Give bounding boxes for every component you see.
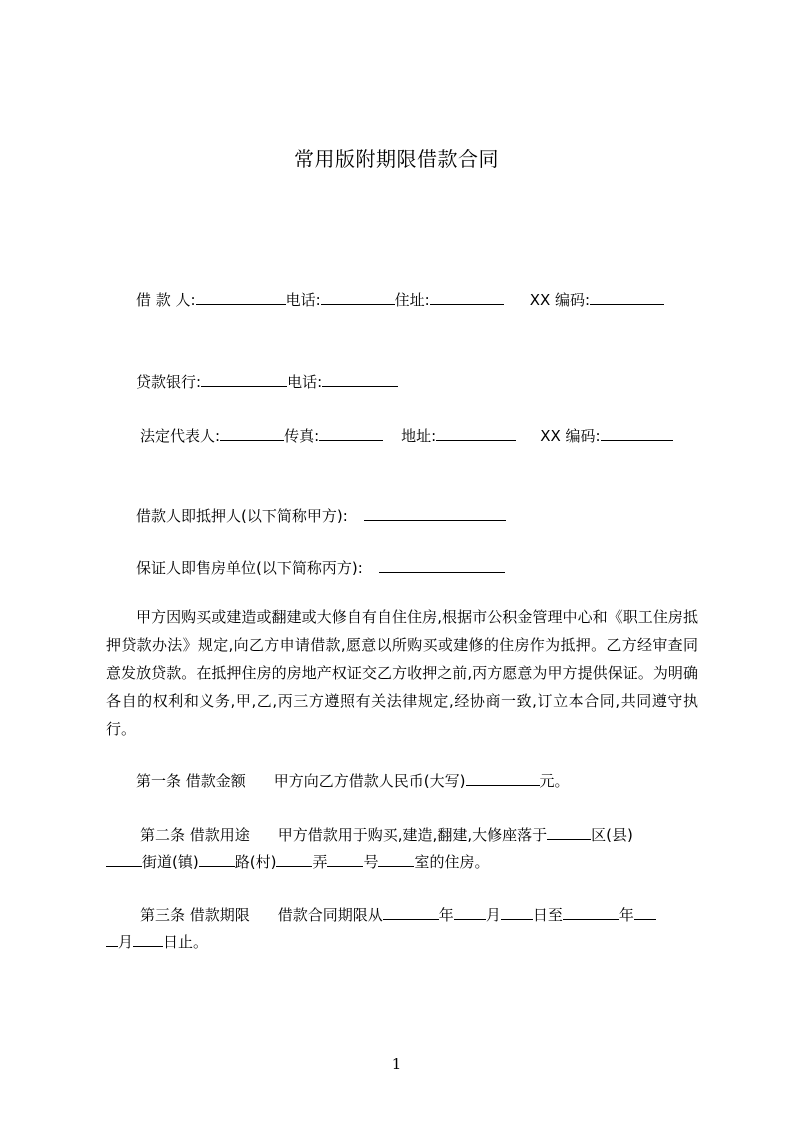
- number-blank[interactable]: [327, 852, 363, 867]
- start-year-label: 年: [438, 906, 454, 924]
- room-blank[interactable]: [378, 852, 414, 867]
- article-3-text: 借款合同期限从: [277, 906, 383, 924]
- representative-label: 法定代表人:: [140, 427, 221, 445]
- article-2-line-2: [106, 852, 489, 872]
- borrower-address-blank[interactable]: [430, 290, 504, 305]
- article-3-line-1: [140, 905, 656, 925]
- end-year-label: 年: [618, 906, 634, 924]
- article-1-heading: 第一条 借款金额: [136, 772, 246, 790]
- bank-address-blank[interactable]: [436, 426, 516, 441]
- borrower-info-line: [136, 290, 664, 310]
- fax-blank[interactable]: [319, 426, 383, 441]
- article-2-line-1: [140, 825, 633, 845]
- preamble-paragraph: [106, 603, 698, 743]
- representative-blank[interactable]: [220, 426, 284, 441]
- road-blank[interactable]: [199, 852, 235, 867]
- borrower-phone-blank[interactable]: [321, 290, 395, 305]
- street-label: 街道(镇): [142, 853, 199, 871]
- road-label: 路(村): [234, 853, 277, 871]
- representative-info-line: [140, 426, 673, 446]
- page-number: 1: [391, 1055, 402, 1073]
- bank-postcode-blank[interactable]: [601, 426, 673, 441]
- lane-label: 弄: [312, 853, 328, 871]
- bank-address-label: 地址:: [401, 427, 437, 445]
- bank-phone-blank[interactable]: [322, 372, 398, 387]
- party-c-blank[interactable]: [379, 558, 505, 573]
- start-year-blank[interactable]: [383, 905, 439, 920]
- bank-info-line: [136, 372, 398, 392]
- borrower-postcode-label: XX 编码:: [529, 291, 591, 309]
- article-2-heading: 第二条 借款用途: [140, 826, 250, 844]
- party-a-label: 借款人即抵押人(以下简称甲方):: [136, 507, 348, 525]
- end-day-blank[interactable]: [133, 932, 163, 947]
- district-blank[interactable]: [547, 825, 591, 840]
- end-day-label: 日止。: [163, 933, 209, 951]
- bank-postcode-label: XX 编码:: [540, 427, 601, 445]
- loan-amount-blank[interactable]: [466, 771, 540, 786]
- party-c-line: [136, 558, 505, 578]
- article-3-line-2: [106, 932, 208, 952]
- street-blank[interactable]: [106, 852, 142, 867]
- party-a-line: [136, 506, 506, 526]
- end-month-blank-part[interactable]: [634, 905, 656, 920]
- borrower-blank[interactable]: [196, 290, 286, 305]
- end-month-blank[interactable]: [106, 932, 118, 947]
- borrower-postcode-blank[interactable]: [590, 290, 664, 305]
- room-label: 室的住房。: [414, 853, 490, 871]
- bank-blank[interactable]: [201, 372, 287, 387]
- article-1-text: 甲方向乙方借款人民币(大写): [273, 772, 466, 790]
- end-year-blank[interactable]: [563, 905, 619, 920]
- article-1-unit: 元。: [539, 772, 570, 790]
- number-label: 号: [363, 853, 379, 871]
- start-month-blank[interactable]: [454, 905, 486, 920]
- article-3-heading: 第三条 借款期限: [140, 906, 250, 924]
- start-month-label: 月: [485, 906, 501, 924]
- preamble-text: 甲方因购买或建造或翻建或大修自有自住住房,根据市公积金管理中心和《职工住房抵押贷款办法》规定,向乙方申请借款,愿意以所购买或建修的住房作为抵押。乙方经审查同意发放贷款。在抵押住房的房地产权证交乙方收押之前,丙方愿意为甲方提供保证。为明确各自的权利和义务,甲,乙,丙三方遵照有关法律规定,经协商一致,订立本合同,共同遵守执行。: [106, 608, 698, 738]
- borrower-label: 借 款 人:: [136, 291, 196, 309]
- party-a-blank[interactable]: [364, 506, 506, 521]
- start-day-blank[interactable]: [501, 905, 533, 920]
- document-title: 常用版附期限借款合同: [294, 147, 499, 171]
- fax-label: 传真:: [284, 427, 320, 445]
- district-label: 区(县): [591, 826, 633, 844]
- end-month-label: 月: [118, 933, 134, 951]
- start-day-label: 日至: [532, 906, 563, 924]
- lane-blank[interactable]: [276, 852, 312, 867]
- borrower-address-label: 住址:: [394, 291, 430, 309]
- borrower-phone-label: 电话:: [285, 291, 321, 309]
- bank-label: 贷款银行:: [136, 373, 202, 391]
- article-2-text: 甲方借款用于购买,建造,翻建,大修座落于: [277, 826, 548, 844]
- bank-phone-label: 电话:: [287, 373, 323, 391]
- article-1: [136, 771, 570, 791]
- party-c-label: 保证人即售房单位(以下简称丙方):: [136, 559, 363, 577]
